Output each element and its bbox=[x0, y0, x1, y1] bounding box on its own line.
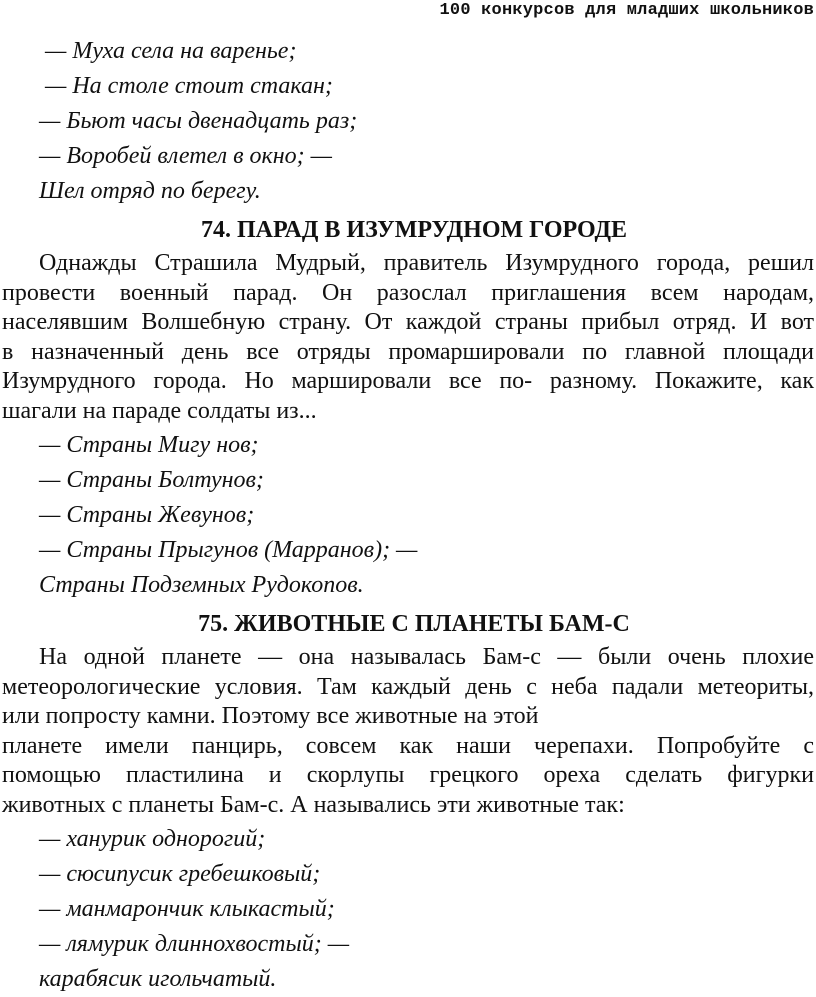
list-item: — Страны Жевунов; bbox=[39, 502, 255, 528]
page-body bbox=[2, 34, 814, 997]
intro-list bbox=[2, 34, 814, 209]
list-item: — ханурик однорогий; bbox=[39, 826, 266, 852]
paragraph-line: На одной планете — она называлась Бам-с — были очень плохие bbox=[39, 644, 814, 670]
list-item: — Бьют часы двенадцать раз; bbox=[39, 108, 358, 134]
list-item: — На столе стоит стакан; bbox=[45, 73, 333, 99]
section-75-heading: 75. ЖИВОТНЫЕ С ПЛАНЕТЫ БАМ-С bbox=[198, 611, 630, 637]
list-item: — Страны Мигу нов; bbox=[39, 432, 259, 458]
paragraph-line: шагали на параде солдаты из... bbox=[2, 397, 317, 424]
paragraph-line: метеорологические условия. Там каждый день с неба падали метеориты, bbox=[2, 673, 814, 700]
paragraph-line: или попросту камни. Поэтому все животные на этой bbox=[2, 703, 539, 729]
paragraph-line: Однажды Страшила Мудрый, правитель Изумрудного города, решил bbox=[39, 250, 814, 276]
list-item: — Страны Прыгунов (Марранов); — bbox=[39, 537, 418, 563]
section-74-heading: 74. ПАРАД В ИЗУМРУДНОМ ГОРОДЕ bbox=[200, 217, 628, 243]
section-74-paragraph bbox=[2, 249, 814, 426]
section-74-list bbox=[2, 428, 814, 603]
paragraph-line: планете имели панцирь, совсем как наши черепахи. Попробуйте с bbox=[2, 732, 814, 759]
list-item: — Воробей влетел в окно; — bbox=[39, 143, 332, 169]
list-item: — сюсипусик гребешковый; bbox=[39, 861, 321, 887]
list-item: — лямурик длиннохвостый; — bbox=[39, 931, 350, 957]
section-75-list bbox=[2, 822, 814, 997]
list-item: Страны Подземных Рудокопов. bbox=[39, 572, 364, 598]
running-header: 100 конкурсов для младших школьников bbox=[439, 1, 814, 20]
paragraph-line: животных с планеты Бам-с. А назывались эти животные так: bbox=[2, 791, 625, 818]
list-item: — Страны Болтунов; bbox=[39, 467, 264, 493]
paragraph-line: населявшим Волшебную страну. От каждой страны прибыл отряд. И вот bbox=[2, 309, 814, 335]
paragraph-line: в назначенный день все отряды промаршировали по главной площади bbox=[2, 338, 814, 365]
paragraph-line: провести военный парад. Он разослал приглашения всем народам, bbox=[2, 279, 814, 306]
paragraph-line: Изумрудного города. Но маршировали все по- разному. Покажите, как bbox=[2, 368, 814, 394]
list-item: карабясик игольчатый. bbox=[39, 966, 277, 992]
list-item: — манмарончик клыкастый; bbox=[39, 896, 335, 922]
list-item: Шел отряд по берегу. bbox=[39, 178, 261, 204]
list-item: — Муха села на варенье; bbox=[45, 38, 297, 64]
paragraph-line: помощью пластилина и скорлупы грецкого ореха сделать фигурки bbox=[2, 762, 814, 788]
section-75-paragraph bbox=[2, 643, 814, 820]
